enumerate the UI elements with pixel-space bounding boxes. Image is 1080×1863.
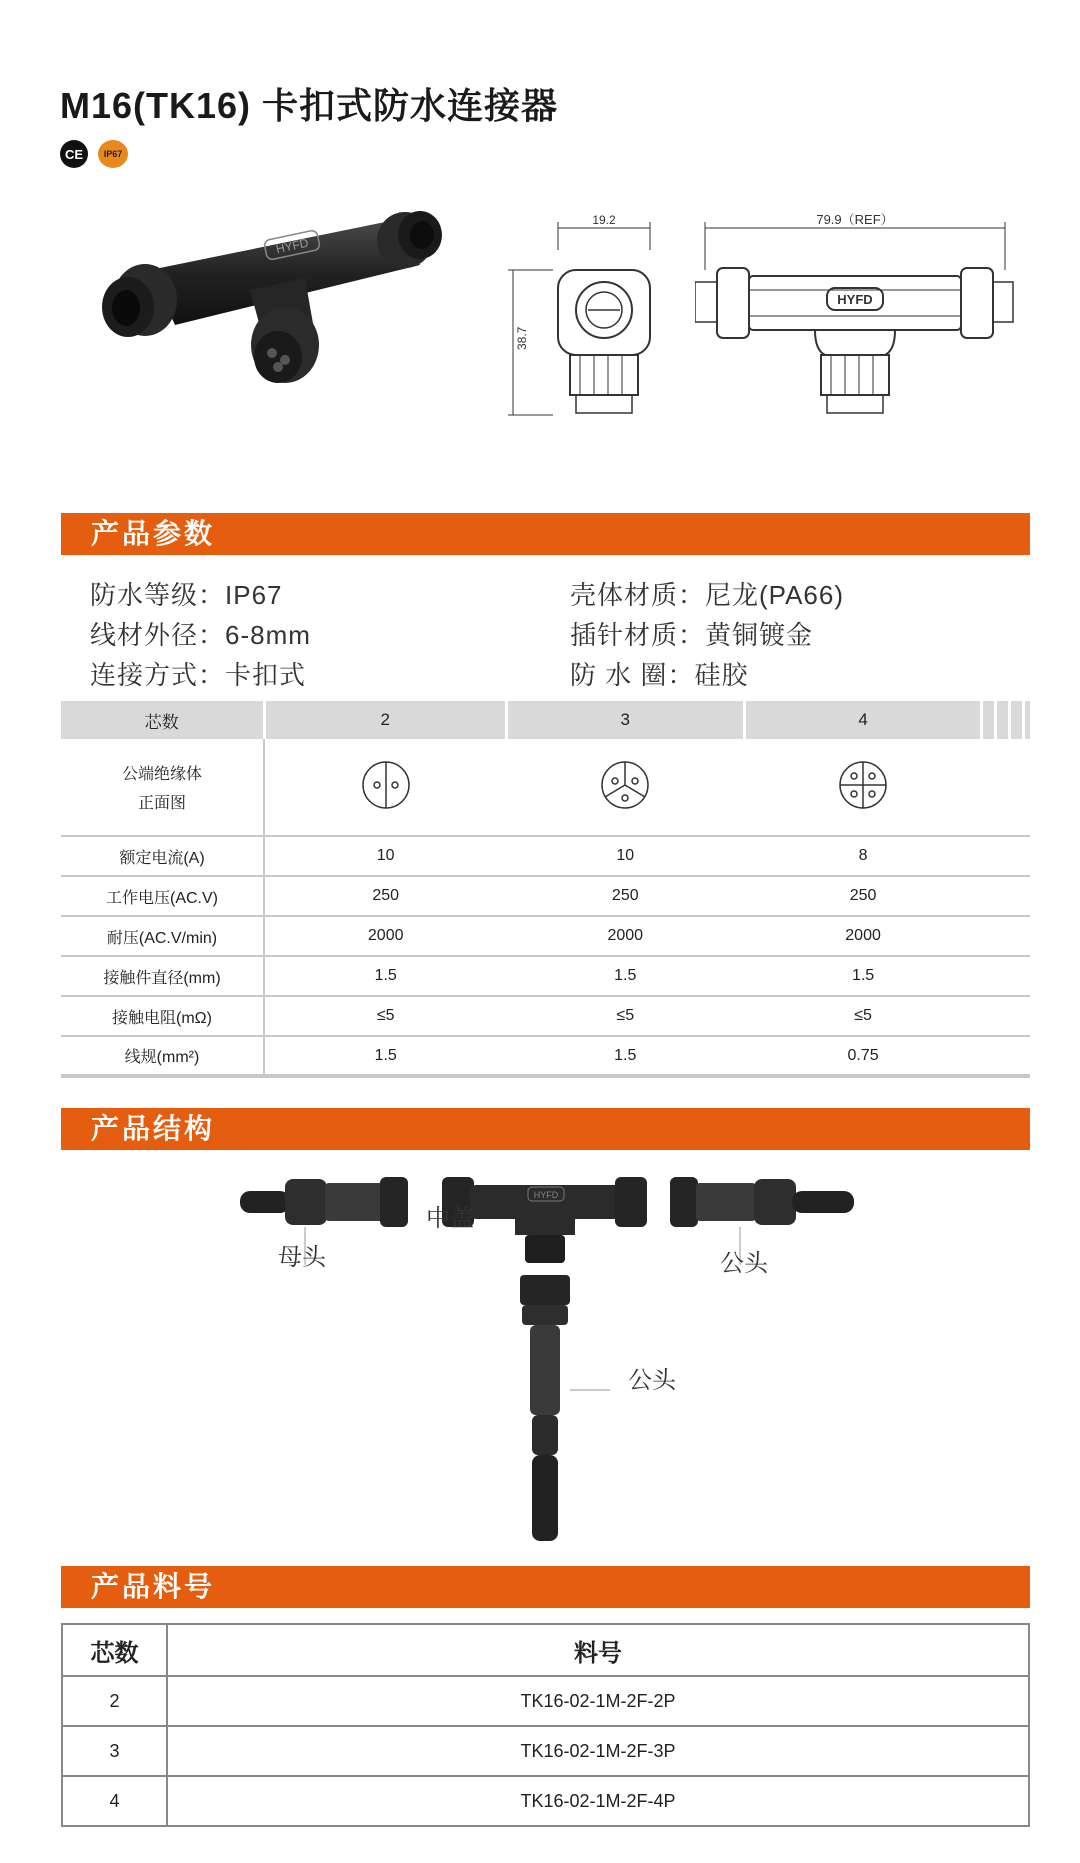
ce-badge-icon: CE xyxy=(60,140,88,168)
spec-diagram-label-line2: 正面图 xyxy=(137,795,186,812)
param-connection: 连接方式：卡扣式 xyxy=(90,660,307,690)
spec-empty-cell xyxy=(982,876,1030,916)
spec-empty-col xyxy=(982,701,996,739)
spec-empty-col xyxy=(996,701,1010,739)
part-number: TK16-02-1M-2F-4P xyxy=(167,1776,1029,1826)
spec-diagram-row xyxy=(61,739,1030,836)
spec-cell: ≤5 xyxy=(506,996,744,1036)
spec-cell: 1.5 xyxy=(744,956,982,996)
spec-cell: ≤5 xyxy=(264,996,506,1036)
spec-empty-cell xyxy=(982,836,1030,876)
part-cores: 2 xyxy=(62,1676,167,1726)
spec-diagram-label xyxy=(61,739,264,836)
section-params-heading: 产品参数 xyxy=(61,513,1030,555)
param-shell-material: 壳体材质：尼龙(PA66) xyxy=(570,580,844,610)
spec-cell: 2000 xyxy=(506,916,744,956)
part-number: TK16-02-1M-2F-3P xyxy=(167,1726,1029,1776)
pin-2-icon xyxy=(360,759,412,811)
spec-row xyxy=(61,996,1030,1036)
page-title: M16(TK16) 卡扣式防水连接器 xyxy=(60,85,559,126)
spec-cell: 0.75 xyxy=(744,1036,982,1076)
dim-length-label: 79.9（REF） xyxy=(816,212,894,227)
params-right xyxy=(570,575,844,695)
pin-3-icon xyxy=(599,759,651,811)
spec-cell: 250 xyxy=(264,876,506,916)
cert-badges xyxy=(60,140,128,168)
params-left xyxy=(90,575,311,695)
spec-row-label: 额定电流(A) xyxy=(61,836,264,876)
spec-row xyxy=(61,876,1030,916)
part-cores: 3 xyxy=(62,1726,167,1776)
spec-empty-cell xyxy=(982,1036,1030,1076)
spec-table xyxy=(61,701,1030,1078)
pin-diagram-4 xyxy=(744,739,982,836)
hero-logo: HYFD xyxy=(274,235,310,257)
spec-empty-col xyxy=(1023,701,1030,739)
spec-row-label: 耐压(AC.V/min) xyxy=(61,916,264,956)
section-partno-heading: 产品料号 xyxy=(61,1566,1030,1608)
pin-diagram-3 xyxy=(506,739,744,836)
spec-cell: 2000 xyxy=(264,916,506,956)
part-row xyxy=(62,1726,1029,1776)
spec-cell: 250 xyxy=(506,876,744,916)
structure-logo: HYFD xyxy=(533,1190,559,1200)
spec-row xyxy=(61,836,1030,876)
dim-height-label: 38.7 xyxy=(515,326,529,350)
param-seal: 防 水 圈：硅胶 xyxy=(570,660,749,690)
spec-empty-cell xyxy=(982,956,1030,996)
spec-row xyxy=(61,956,1030,996)
spec-empty-col xyxy=(1009,701,1023,739)
spec-header-label: 芯数 xyxy=(61,701,264,739)
part-row xyxy=(62,1676,1029,1726)
product-image xyxy=(100,195,470,415)
spec-cell: 1.5 xyxy=(264,1036,506,1076)
spec-cell: 8 xyxy=(744,836,982,876)
section-structure-heading: 产品结构 xyxy=(61,1108,1030,1150)
spec-cell: 1.5 xyxy=(506,1036,744,1076)
param-waterproof: 防水等级：IP67 xyxy=(90,580,283,610)
front-view-drawing xyxy=(695,210,1015,420)
spec-cell: 10 xyxy=(264,836,506,876)
part-number: TK16-02-1M-2F-2P xyxy=(167,1676,1029,1726)
spec-cell: 1.5 xyxy=(264,956,506,996)
pin-4-icon xyxy=(837,759,889,811)
spec-cell: 10 xyxy=(506,836,744,876)
spec-empty-cell xyxy=(982,916,1030,956)
dim-width-label: 19.2 xyxy=(592,213,616,227)
spec-header-row xyxy=(61,701,1030,739)
spec-cell: 2000 xyxy=(744,916,982,956)
ip67-badge-icon: IP67 xyxy=(98,140,128,168)
label-middle-cover: 中盖 xyxy=(426,1205,474,1232)
part-col-number: 料号 xyxy=(167,1624,1029,1676)
spec-core-2: 2 xyxy=(264,701,506,739)
pin-diagram-2 xyxy=(264,739,506,836)
part-header-row xyxy=(62,1624,1029,1676)
spec-empty-cell xyxy=(982,739,1030,836)
spec-row-label: 接触件直径(mm) xyxy=(61,956,264,996)
spec-cell: 1.5 xyxy=(506,956,744,996)
spec-empty-cell xyxy=(982,996,1030,1036)
spec-row xyxy=(61,916,1030,956)
spec-row-label: 工作电压(AC.V) xyxy=(61,876,264,916)
part-number-table xyxy=(61,1623,1030,1827)
label-male-right: 公头 xyxy=(720,1250,768,1277)
drawing-logo: HYFD xyxy=(837,292,873,307)
spec-core-3: 3 xyxy=(506,701,744,739)
part-cores: 4 xyxy=(62,1776,167,1826)
spec-row xyxy=(61,1036,1030,1076)
label-male-bottom: 公头 xyxy=(628,1367,676,1394)
spec-cell: 250 xyxy=(744,876,982,916)
spec-core-4: 4 xyxy=(744,701,982,739)
label-female: 母头 xyxy=(278,1244,326,1271)
spec-row-label: 线规(mm²) xyxy=(61,1036,264,1076)
param-cable-diameter: 线材外径：6-8mm xyxy=(90,620,311,650)
spec-cell: ≤5 xyxy=(744,996,982,1036)
part-col-cores: 芯数 xyxy=(62,1624,167,1676)
spec-row-label: 接触电阻(mΩ) xyxy=(61,996,264,1036)
side-view-drawing xyxy=(508,210,668,420)
spec-diagram-label-line1: 公端绝缘体 xyxy=(121,766,202,783)
structure-exploded-image xyxy=(230,1165,930,1545)
param-pin-material: 插针材质：黄铜镀金 xyxy=(570,620,814,650)
part-row xyxy=(62,1776,1029,1826)
